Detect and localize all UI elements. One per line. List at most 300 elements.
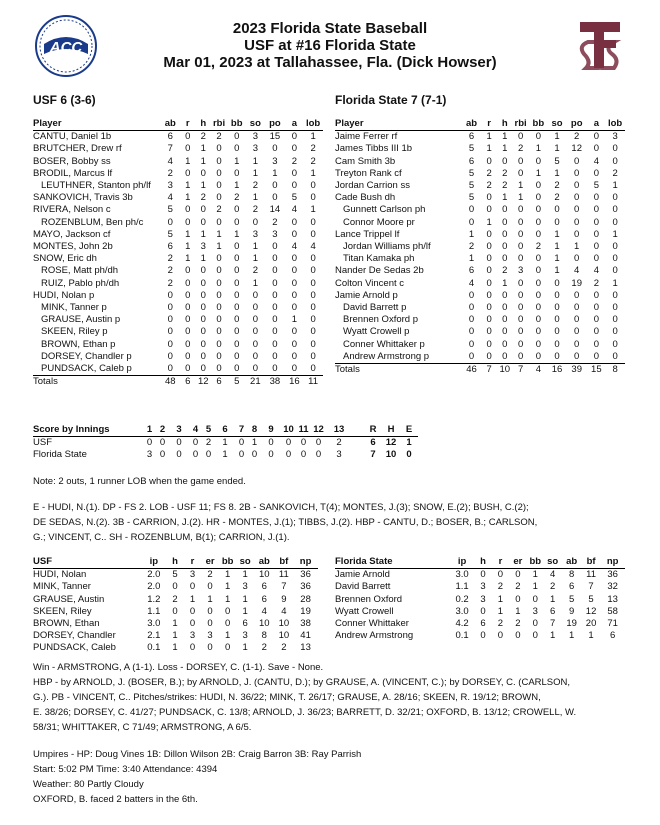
table-row [335, 143, 625, 155]
stat-cell: 0 [185, 277, 191, 289]
totals-cell: 39 [566, 364, 588, 377]
table-row [335, 278, 625, 290]
stat-cell: 32 [607, 581, 618, 593]
stat-cell: 6 [167, 131, 173, 143]
column-header: r [184, 556, 202, 569]
player-name: Conner Whittaker p [343, 338, 425, 350]
stat-cell: 1 [242, 569, 248, 581]
spacer [352, 449, 364, 461]
stat-cell: 0 [517, 326, 524, 338]
column-header: Florida State [335, 556, 450, 569]
stat-cell: 0 [468, 314, 475, 326]
stat-cell: 0 [216, 302, 222, 314]
stat-cell: 1 [252, 155, 258, 167]
table-row [335, 302, 625, 314]
player-name: PUNDSACK, Caleb p [41, 363, 132, 375]
totals-cell: 48 [160, 376, 180, 389]
player-name: ROZENBLUM, Ben ph/c [41, 216, 144, 228]
table-row [33, 339, 323, 351]
stat-cell: 0 [502, 289, 508, 301]
table-row [335, 290, 625, 302]
table-row [33, 204, 323, 216]
stat-cell: 0 [468, 204, 475, 216]
stat-cell: 0 [612, 155, 618, 167]
column-header: np [600, 556, 625, 569]
stat-cell: 0 [172, 581, 178, 593]
inning-score: 0 [300, 449, 307, 460]
stat-cell: 0 [593, 350, 599, 362]
stat-cell: 6 [550, 605, 556, 617]
stat-cell: 0 [554, 277, 560, 289]
stat-cell: 6 [261, 581, 267, 593]
stat-cell: 1 [532, 569, 538, 581]
inning-score: 0 [176, 449, 182, 460]
stat-cell: 5 [593, 180, 599, 192]
player-name: Jamie Arnold [335, 569, 390, 581]
rhe-value: 7 [370, 449, 376, 460]
stat-cell: 0 [207, 581, 213, 593]
totals-cell: 12 [195, 376, 211, 389]
stat-cell: 7 [550, 618, 556, 630]
stat-cell: 0 [574, 180, 580, 192]
stat-cell: 2 [535, 241, 541, 253]
stat-cell: 0 [517, 155, 524, 167]
rhe-header: R [364, 424, 382, 437]
player-name: BROWN, Ethan [33, 618, 100, 630]
stat-cell: 0 [224, 618, 231, 630]
stat-cell: 1 [185, 155, 191, 167]
stat-cell: 3 [189, 630, 196, 642]
stat-cell: 2 [216, 204, 222, 216]
stat-cell: 3 [517, 265, 524, 277]
team-name: Florida State [33, 449, 87, 460]
stat-cell: 1 [532, 581, 538, 593]
column-header: np [293, 556, 318, 569]
stat-cell: 0 [310, 265, 316, 277]
linescore-row [33, 437, 418, 450]
stat-cell: 6 [242, 618, 248, 630]
stat-cell: 9 [568, 605, 575, 617]
stat-cell: 0 [517, 277, 524, 289]
stat-cell: 0 [272, 192, 278, 204]
player-name: HUDI, Nolan [33, 569, 87, 581]
stat-cell: 1 [554, 241, 560, 253]
stat-cell: 1 [242, 642, 248, 654]
stat-cell: 3 [242, 581, 248, 593]
stat-cell: 1 [234, 228, 240, 240]
column-header: USF [33, 556, 141, 569]
totals-cell: 6 [211, 376, 227, 389]
inning-header: 12 [311, 424, 326, 437]
stat-cell: 2 [172, 593, 178, 605]
column-header: er [509, 556, 526, 569]
stat-cell: 0 [517, 338, 524, 350]
stat-cell: 1 [252, 167, 258, 179]
table-row [33, 642, 318, 654]
stat-cell: 0 [593, 289, 599, 301]
stat-cell: 1 [207, 593, 213, 605]
column-header: ab [160, 118, 180, 131]
inning-header: 1 [143, 424, 156, 437]
inning-score: 0 [192, 449, 199, 460]
inning-score: 1 [222, 437, 228, 448]
stat-cell: 0 [574, 204, 580, 216]
stat-cell: 0 [185, 167, 191, 179]
inning-score: 0 [315, 437, 322, 448]
stat-cell: 3 [532, 605, 538, 617]
inning-score: 0 [159, 449, 166, 460]
stat-cell: 0 [486, 277, 492, 289]
column-header: r [481, 118, 497, 131]
home-team-title: Florida State 7 (7-1) [335, 93, 447, 107]
stat-cell: 0 [272, 180, 278, 192]
table-row [335, 606, 625, 618]
stat-cell: 5 [468, 143, 475, 155]
stat-cell: 2 [593, 277, 599, 289]
stat-cell: 19 [571, 277, 582, 289]
column-header: h [474, 556, 491, 569]
stat-cell: 0 [185, 326, 191, 338]
stat-cell: 0 [486, 155, 492, 167]
stat-cell: 1 [554, 131, 560, 143]
stat-cell: 0.1 [455, 630, 469, 642]
stat-cell: 0 [310, 314, 316, 326]
stat-cell: 0 [535, 350, 541, 362]
acc-logo-text: ACC [49, 39, 83, 56]
stat-cell: 1 [189, 593, 196, 605]
stat-cell: 0 [189, 618, 196, 630]
stat-cell: 0 [252, 314, 258, 326]
stat-cell: 0 [535, 228, 541, 240]
stat-cell: 0 [200, 363, 206, 375]
stat-cell: 7 [281, 581, 287, 593]
column-header: bf [582, 556, 600, 569]
stat-cell: 0 [535, 216, 541, 228]
inning-score: 0 [285, 437, 292, 448]
column-header: rbi [514, 118, 527, 129]
stat-cell: 0 [185, 302, 191, 314]
stat-cell: 0 [252, 289, 258, 301]
stat-cell: 0 [593, 143, 599, 155]
table-row [335, 630, 625, 642]
stat-cell: 0 [167, 338, 173, 350]
stat-cell: 0 [207, 618, 213, 630]
stat-cell: 0 [185, 204, 191, 216]
stat-cell: 0 [517, 228, 524, 240]
stat-cell: 3 [252, 143, 258, 155]
stat-cell: 0 [574, 302, 580, 314]
inning-header: 3 [169, 424, 189, 437]
stat-cell: 0 [310, 350, 316, 362]
text-line: Weather: 80 Partly Cloudy [33, 779, 144, 790]
stat-cell: 0 [291, 265, 298, 277]
stat-cell: 1 [224, 581, 231, 593]
stat-cell: 0 [310, 363, 316, 375]
stat-cell: 0 [535, 302, 541, 314]
player-name: Nander De Sedas 2b [335, 265, 424, 277]
stat-cell: 13 [300, 642, 311, 654]
stat-cell: 0 [272, 338, 278, 350]
stat-cell: 0 [535, 289, 541, 301]
player-name: Jordan Carrion ss [335, 180, 410, 192]
linescore-title: Score by Innings [33, 424, 143, 437]
stat-cell: 1 [234, 155, 240, 167]
stat-cell: 2 [167, 265, 173, 277]
stat-cell: 2 [515, 581, 521, 593]
stat-cell: 6 [261, 593, 267, 605]
stat-cell: 1 [200, 253, 206, 265]
stat-cell: 0 [486, 314, 492, 326]
stat-cell: 0 [310, 180, 316, 192]
stat-cell: 1 [200, 155, 206, 167]
inning-score: 0 [315, 449, 322, 460]
stat-cell: 0 [291, 338, 298, 350]
player-name: MINK, Tanner [33, 581, 91, 593]
table-row [33, 241, 323, 253]
player-name: PUNDSACK, Caleb [33, 642, 116, 654]
stat-cell: 0 [554, 314, 560, 326]
inning-header: 6 [215, 424, 235, 437]
stat-cell: 2.0 [147, 569, 161, 581]
stat-cell: 4 [291, 241, 298, 253]
stat-cell: 1 [252, 253, 258, 265]
stat-cell: 0 [185, 314, 191, 326]
stat-cell: 0 [502, 314, 508, 326]
stat-cell: 3 [252, 131, 258, 143]
table-row [335, 168, 625, 180]
header-row [33, 556, 318, 569]
totals-cell: 7 [513, 364, 529, 377]
stat-cell: 0 [574, 228, 580, 240]
totals-cell: 15 [587, 364, 605, 377]
stat-cell: 6 [167, 241, 173, 253]
stat-cell: 1 [242, 605, 248, 617]
stat-cell: 1 [224, 569, 231, 581]
stat-cell: 0 [216, 180, 222, 192]
stat-cell: 0 [167, 289, 173, 301]
stat-cell: 0 [234, 167, 240, 179]
stat-cell: 0 [200, 338, 206, 350]
stat-cell: 2 [497, 618, 504, 630]
stat-cell: 0 [216, 326, 222, 338]
stat-cell: 0 [234, 131, 240, 143]
inning-score: 0 [285, 449, 292, 460]
column-header: po [566, 118, 588, 131]
stat-cell: 0 [486, 253, 492, 265]
inning-score: 3 [336, 449, 342, 460]
stat-cell: 0 [554, 216, 560, 228]
stat-cell: 0 [535, 204, 541, 216]
stat-cell: 0 [234, 289, 240, 301]
stat-cell: 2 [486, 167, 492, 179]
stat-cell: 0 [612, 338, 618, 350]
table-row [335, 253, 625, 265]
text-line: E - HUDI, N.(1). DP - FS 2. LOB - USF 11; FS 8. 2B - SANKOVICH, T(4); MONTES, J.(3); SNOW, E.(2); BUSH, C.(2); [33, 502, 529, 513]
column-header: rbi [212, 118, 226, 129]
player-name: Brennen Oxford p [343, 314, 418, 326]
stat-cell: 0 [185, 289, 191, 301]
player-name: DORSEY, Chandler [33, 630, 116, 642]
linescore-table [33, 424, 418, 461]
inning-score: 0 [192, 437, 199, 448]
header-row [335, 118, 625, 131]
stat-cell: 1 [550, 593, 556, 605]
stat-cell: 2 [291, 155, 298, 167]
stat-cell: 0 [234, 241, 240, 253]
stat-cell: 0 [535, 131, 541, 143]
stat-cell: 13 [607, 593, 618, 605]
stat-cell: 7 [167, 143, 173, 155]
stat-cell: 0.1 [147, 642, 161, 654]
table-row [335, 156, 625, 168]
column-header: Player [33, 118, 160, 131]
stat-cell: 1 [185, 253, 191, 265]
player-name: CANTU, Daniel 1b [33, 131, 112, 143]
column-header: Player [335, 118, 462, 131]
stat-cell: 0 [200, 350, 206, 362]
stat-cell: 0 [502, 253, 508, 265]
stat-cell: 58 [607, 605, 618, 617]
stat-cell: 0 [189, 581, 196, 593]
stat-cell: 0 [486, 326, 492, 338]
stat-cell: 2 [272, 216, 278, 228]
stat-cell: 0 [272, 241, 278, 253]
player-name: DORSEY, Chandler p [41, 350, 132, 362]
stat-cell: 1 [310, 131, 316, 143]
stat-cell: 0 [200, 265, 206, 277]
column-header: bb [227, 118, 247, 131]
player-name: Wyatt Crowell p [343, 326, 410, 338]
stat-cell: 1 [502, 143, 508, 155]
stat-cell: 0 [291, 180, 298, 192]
stat-cell: 2 [167, 253, 173, 265]
stat-cell: 0 [517, 241, 524, 253]
column-header: bb [527, 556, 544, 569]
stat-cell: 0 [216, 277, 222, 289]
column-header: so [247, 118, 265, 131]
stat-cell: 0 [593, 326, 599, 338]
stat-cell: 0 [502, 216, 508, 228]
inning-score: 0 [176, 437, 182, 448]
stat-cell: 12 [585, 605, 597, 617]
stat-cell: 4 [550, 569, 556, 581]
stat-cell: 0 [574, 192, 580, 204]
stat-cell: 0 [486, 338, 492, 350]
stat-cell: 0 [480, 569, 486, 581]
stat-cell: 0 [480, 630, 486, 642]
player-name: BRODIL, Marcus lf [33, 167, 113, 179]
rhe-value: 0 [406, 449, 412, 460]
stat-cell: 0 [207, 605, 213, 617]
stat-cell: 0 [515, 569, 521, 581]
away-batting-table [33, 118, 323, 388]
inning-score: 0 [238, 437, 245, 448]
player-name: BROWN, Ethan p [41, 338, 116, 350]
totals-row [33, 376, 323, 389]
table-row [335, 326, 625, 338]
linescore-row [33, 449, 418, 461]
stat-cell: 0 [502, 302, 508, 314]
column-header: ab [561, 556, 581, 569]
stat-cell: 0 [185, 338, 191, 350]
stat-cell: 0 [216, 167, 222, 179]
stat-cell: 0 [497, 569, 504, 581]
stat-cell: 2 [281, 642, 287, 654]
inning-header: 4 [189, 424, 202, 437]
stat-cell: 0 [234, 204, 240, 216]
stat-cell: 2 [554, 180, 560, 192]
stat-cell: 0 [612, 314, 618, 326]
column-header: ip [450, 556, 475, 569]
stat-cell: 0 [272, 363, 278, 375]
stat-cell: 1 [185, 228, 191, 240]
stat-cell: 2 [207, 569, 213, 581]
rhe-value: 10 [385, 449, 397, 460]
stat-cell: 10 [258, 569, 270, 581]
player-name: Brennen Oxford [335, 593, 403, 605]
stat-cell: 0 [593, 167, 599, 179]
stat-cell: 5 [468, 180, 475, 192]
stat-cell: 0 [502, 326, 508, 338]
stat-cell: 0 [291, 326, 298, 338]
player-name: Titan Kamaka ph [343, 253, 415, 265]
stat-cell: 0 [310, 326, 316, 338]
stat-cell: 0 [272, 143, 278, 155]
table-row [33, 581, 318, 593]
stat-cell: 0 [486, 241, 492, 253]
stat-cell: 0 [310, 277, 316, 289]
stat-cell: 1 [535, 143, 541, 155]
table-row [33, 265, 323, 277]
table-row [335, 339, 625, 351]
stat-cell: 2 [167, 167, 173, 179]
stat-cell: 0 [574, 167, 580, 179]
table-row [33, 618, 318, 630]
stat-cell: 0 [535, 155, 541, 167]
stat-cell: 2 [261, 642, 267, 654]
stat-cell: 1 [612, 228, 618, 240]
stat-cell: 0 [216, 253, 222, 265]
stat-cell: 5 [291, 192, 298, 204]
stat-cell: 0 [167, 314, 173, 326]
stat-cell: 10 [278, 618, 290, 630]
rhe-value: 6 [370, 437, 376, 448]
inning-score: 0 [205, 449, 212, 460]
stat-cell: 1 [497, 593, 504, 605]
stat-cell: 1 [200, 143, 206, 155]
stat-cell: 0 [517, 253, 524, 265]
stat-cell: 0 [532, 630, 538, 642]
stat-cell: 1 [216, 241, 222, 253]
stat-cell: 1 [185, 180, 191, 192]
stat-cell: 0 [200, 302, 206, 314]
stat-cell: 1 [550, 630, 556, 642]
stat-cell: 2 [502, 167, 508, 179]
totals-label: Totals [33, 376, 160, 389]
stat-cell: 0 [291, 277, 298, 289]
column-header: bb [219, 556, 237, 569]
player-name: LEUTHNER, Stanton ph/lf [41, 180, 151, 192]
player-name: Cam Smith 3b [335, 155, 396, 167]
stat-cell: 0 [612, 204, 618, 216]
stat-cell: 0 [252, 338, 258, 350]
text-line: Win - ARMSTRONG, A (1-1). Loss - DORSEY, C. (1-1). Save - None. [33, 662, 324, 673]
stat-cell: 0 [502, 350, 508, 362]
pitching-notes [33, 660, 633, 735]
stat-cell: 14 [269, 204, 281, 216]
stat-cell: 0 [200, 204, 206, 216]
table-row [33, 180, 323, 192]
